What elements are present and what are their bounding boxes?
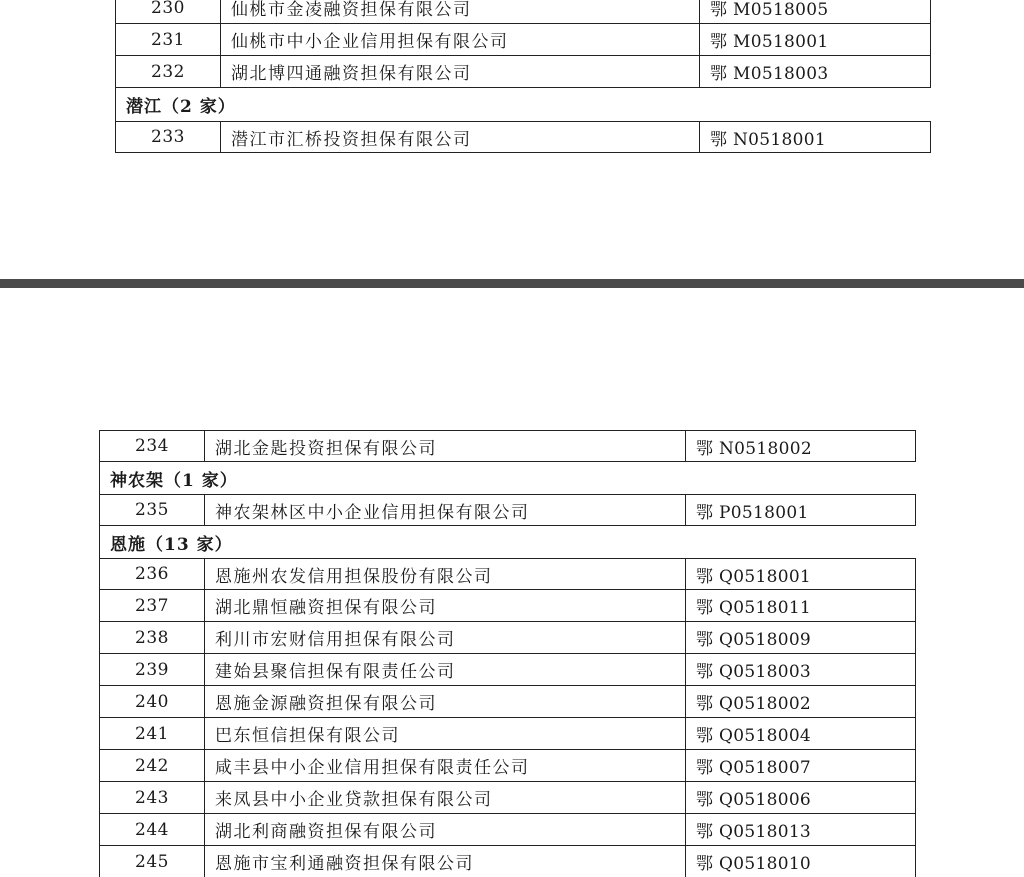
guarantee-company-table-bottom bbox=[99, 430, 916, 877]
section-heading-enshi: 恩施（13 家） bbox=[99, 526, 916, 558]
company-name: 巴东恒信担保有限公司 bbox=[205, 718, 686, 749]
section-heading-shennongjia: 神农架（1 家） bbox=[99, 462, 916, 494]
row-number: 236 bbox=[100, 559, 205, 589]
license-code: 鄂 Q0518006 bbox=[696, 790, 812, 810]
table-row bbox=[115, 0, 931, 24]
company-name: 利川市宏财信用担保有限公司 bbox=[205, 622, 686, 653]
row-number: 238 bbox=[100, 622, 205, 653]
row-number: 234 bbox=[100, 431, 205, 461]
company-name: 湖北博四通融资担保有限公司 bbox=[221, 56, 700, 87]
row-number: 235 bbox=[100, 495, 205, 525]
company-name: 恩施金源融资担保有限公司 bbox=[205, 686, 686, 717]
table-row bbox=[99, 590, 916, 622]
table-row bbox=[99, 718, 916, 750]
row-number: 232 bbox=[116, 56, 221, 87]
row-number: 241 bbox=[100, 718, 205, 749]
license-code: 鄂 Q0518007 bbox=[696, 758, 812, 778]
license-code: 鄂 Q0518002 bbox=[696, 694, 812, 714]
row-number: 242 bbox=[100, 750, 205, 781]
company-name: 神农架林区中小企业信用担保有限公司 bbox=[205, 495, 686, 525]
company-name: 湖北鼎恒融资担保有限公司 bbox=[205, 590, 686, 621]
company-name: 潜江市汇桥投资担保有限公司 bbox=[221, 122, 700, 152]
license-code: 鄂 Q0518011 bbox=[696, 598, 812, 618]
company-name: 来凤县中小企业贷款担保有限公司 bbox=[205, 782, 686, 813]
row-number: 239 bbox=[100, 654, 205, 685]
company-name: 仙桃市金凌融资担保有限公司 bbox=[221, 0, 700, 23]
license-code: 鄂 M0518001 bbox=[710, 32, 829, 52]
license-code: 鄂 M0518003 bbox=[710, 64, 829, 84]
table-row bbox=[115, 24, 931, 56]
row-number: 237 bbox=[100, 590, 205, 621]
license-code: 鄂 N0518001 bbox=[710, 129, 826, 150]
table-row bbox=[99, 494, 916, 526]
document-page-top bbox=[0, 0, 1024, 279]
company-name: 仙桃市中小企业信用担保有限公司 bbox=[221, 24, 700, 55]
table-row bbox=[99, 558, 916, 590]
table-row bbox=[99, 686, 916, 718]
table-row bbox=[99, 654, 916, 686]
license-code: 鄂 P0518001 bbox=[696, 502, 809, 523]
company-name: 咸丰县中小企业信用担保有限责任公司 bbox=[205, 750, 686, 781]
table-row bbox=[99, 814, 916, 846]
table-row bbox=[99, 750, 916, 782]
section-heading-qianjiang: 潜江（2 家） bbox=[115, 88, 931, 121]
license-code: 鄂 Q0518009 bbox=[696, 630, 812, 650]
license-code: 鄂 Q0518013 bbox=[696, 822, 812, 842]
company-name: 恩施市宝利通融资担保有限公司 bbox=[205, 846, 686, 877]
page-divider bbox=[0, 279, 1024, 288]
license-code: 鄂 M0518005 bbox=[710, 0, 829, 20]
table-row bbox=[99, 782, 916, 814]
document-page-bottom bbox=[0, 288, 1024, 877]
row-number: 244 bbox=[100, 814, 205, 845]
company-name: 恩施州农发信用担保股份有限公司 bbox=[205, 559, 686, 589]
guarantee-company-table-top bbox=[115, 0, 931, 153]
table-row bbox=[99, 430, 916, 462]
table-row bbox=[115, 56, 931, 88]
table-row bbox=[99, 622, 916, 654]
company-name: 建始县聚信担保有限责任公司 bbox=[205, 654, 686, 685]
row-number: 245 bbox=[100, 846, 205, 877]
license-code: 鄂 Q0518010 bbox=[696, 854, 812, 874]
table-row bbox=[115, 121, 931, 153]
license-code: 鄂 Q0518004 bbox=[696, 726, 812, 746]
row-number: 233 bbox=[116, 122, 221, 152]
license-code: 鄂 Q0518003 bbox=[696, 662, 812, 682]
company-name: 湖北利商融资担保有限公司 bbox=[205, 814, 686, 845]
row-number: 243 bbox=[100, 782, 205, 813]
row-number: 240 bbox=[100, 686, 205, 717]
table-row bbox=[99, 846, 916, 877]
row-number: 230 bbox=[116, 0, 221, 23]
license-code: 鄂 N0518002 bbox=[696, 438, 812, 459]
row-number: 231 bbox=[116, 24, 221, 55]
company-name: 湖北金匙投资担保有限公司 bbox=[205, 431, 686, 461]
license-code: 鄂 Q0518001 bbox=[696, 566, 812, 587]
